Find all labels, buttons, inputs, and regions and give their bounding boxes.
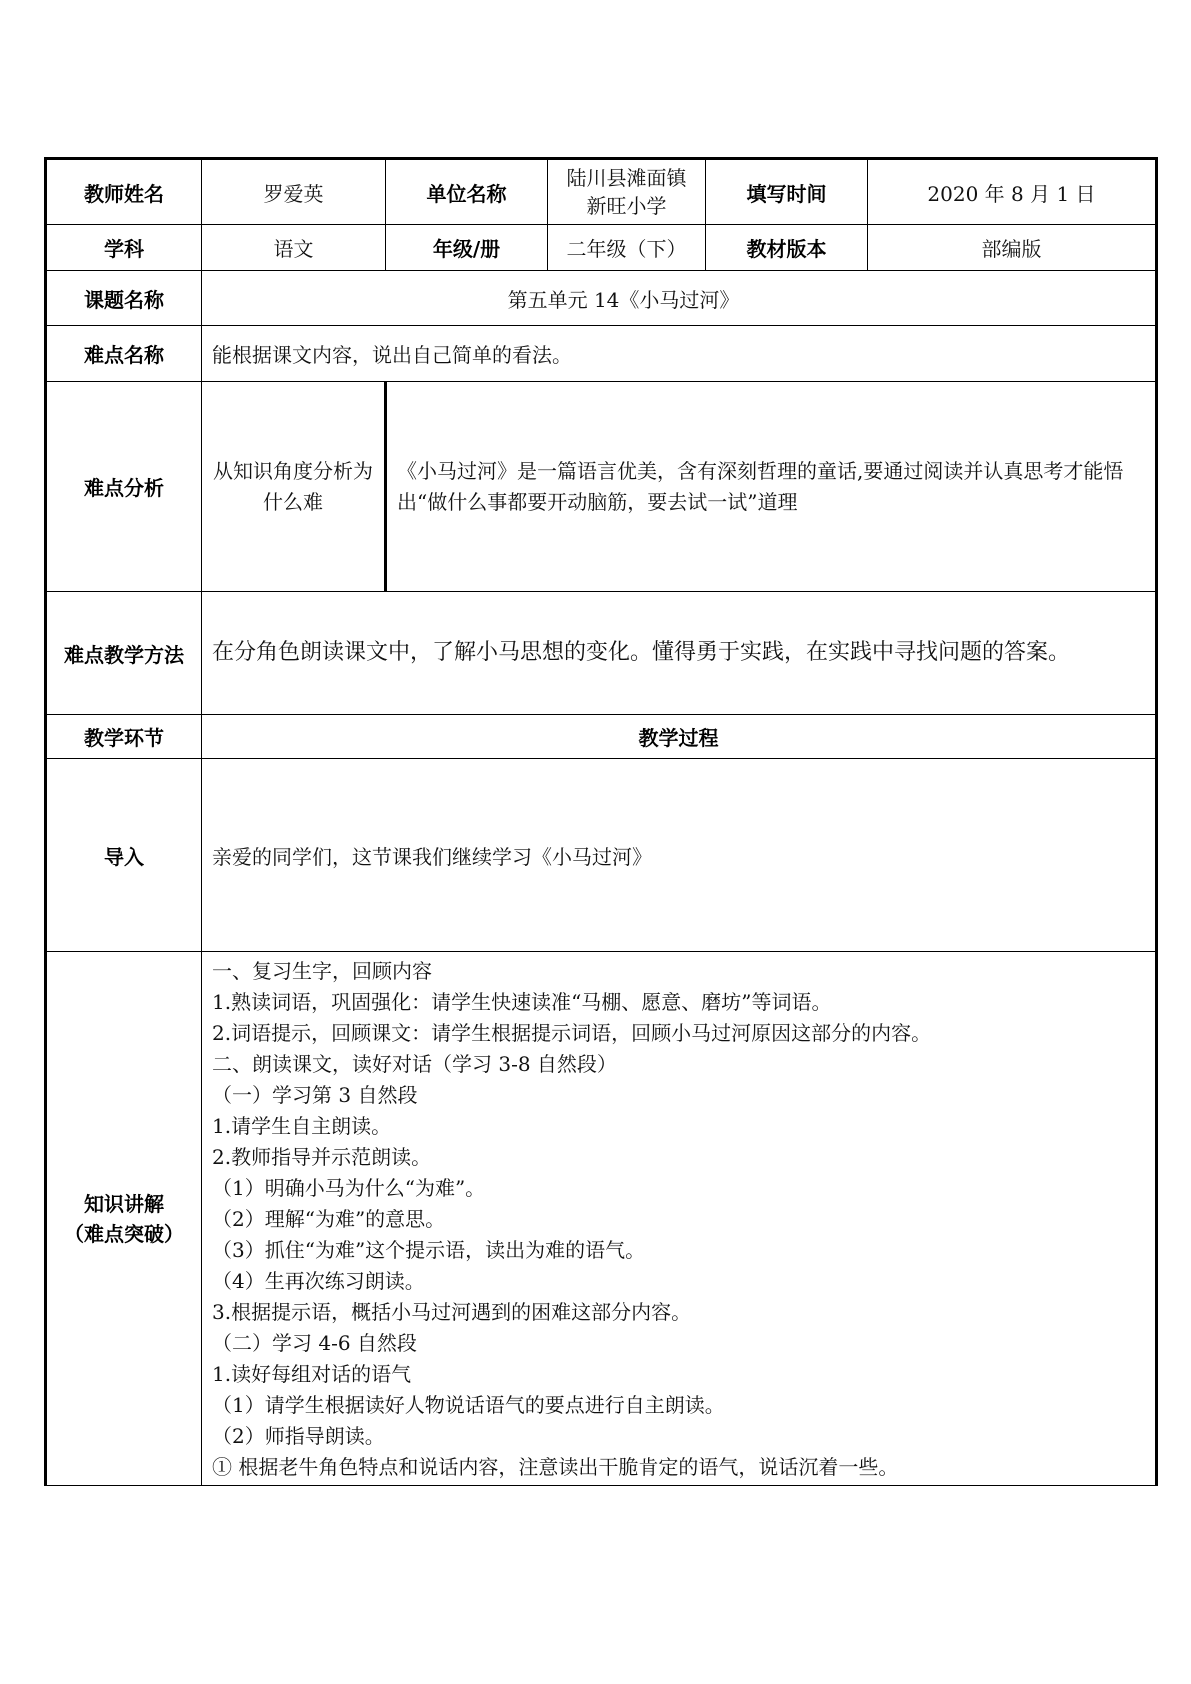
knowledge-row (46, 952, 1157, 1486)
method-label: 难点教学方法 (46, 592, 202, 715)
process-line: （3）抓住“为难”这个提示语，读出为难的语气。 (212, 1238, 646, 1262)
difficulty-value: 能根据课文内容，说出自己简单的看法。 (202, 326, 1157, 382)
date-value: 2020 年 8 月 1 日 (868, 159, 1157, 225)
process-line: 2.词语提示，回顾课文：请学生根据提示词语，回顾小马过河原因这部分的内容。 (212, 1021, 932, 1045)
process-line: ① 根据老牛角色特点和说话内容，注意读出干脆肯定的语气，说话沉着一些。 (212, 1455, 899, 1479)
process-line: 二、朗读课文，读好对话（学习 3-8 自然段） (212, 1052, 617, 1076)
knowledge-process (202, 952, 1157, 1486)
subject-label: 学科 (46, 225, 202, 271)
difficulty-label: 难点名称 (46, 326, 202, 382)
intro-value: 亲爱的同学们，这节课我们继续学习《小马过河》 (202, 759, 1157, 952)
grade-value: 二年级（下） (548, 225, 706, 271)
knowledge-label-line2: （难点突破） (64, 1221, 184, 1246)
intro-row (46, 759, 1157, 952)
process-line: 一、复习生字，回顾内容 (212, 959, 432, 983)
section-header-row (46, 715, 1157, 759)
grade-label: 年级/册 (386, 225, 548, 271)
process-line: （二）学习 4-6 自然段 (212, 1331, 417, 1355)
method-value: 在分角色朗读课文中，了解小马思想的变化。懂得勇于实践，在实践中寻找问题的答案。 (202, 592, 1157, 715)
process-header: 教学过程 (202, 715, 1157, 759)
process-line: （1）请学生根据读好人物说话语气的要点进行自主朗读。 (212, 1393, 725, 1417)
process-line: （2）师指导朗读。 (212, 1424, 385, 1448)
edition-value: 部编版 (868, 225, 1157, 271)
topic-row (46, 271, 1157, 326)
header-row-2 (46, 225, 1157, 271)
process-line: （一）学习第 3 自然段 (212, 1083, 418, 1107)
lesson-plan-table (44, 157, 1158, 1486)
process-line: （4）生再次练习朗读。 (212, 1269, 425, 1293)
analysis-sub-label: 从知识角度分析为什么难 (202, 382, 386, 592)
process-line: 1.请学生自主朗读。 (212, 1114, 392, 1138)
date-label: 填写时间 (706, 159, 868, 225)
knowledge-label-line1: 知识讲解 (84, 1191, 164, 1216)
subject-value: 语文 (202, 225, 386, 271)
topic-label: 课题名称 (46, 271, 202, 326)
analysis-row (46, 382, 1157, 592)
difficulty-row (46, 326, 1157, 382)
process-line: 1.读好每组对话的语气 (212, 1362, 412, 1386)
process-line: 1.熟读词语，巩固强化：请学生快速读准“马棚、愿意、磨坊”等词语。 (212, 990, 832, 1014)
knowledge-label (46, 952, 202, 1486)
analysis-label: 难点分析 (46, 382, 202, 592)
intro-label: 导入 (46, 759, 202, 952)
process-line: 2.教师指导并示范朗读。 (212, 1145, 432, 1169)
process-line: （2）理解“为难”的意思。 (212, 1207, 446, 1231)
process-line: 3.根据提示语，概括小马过河遇到的困难这部分内容。 (212, 1300, 692, 1324)
stage-header: 教学环节 (46, 715, 202, 759)
topic-value: 第五单元 14《小马过河》 (202, 271, 1157, 326)
lesson-plan-page (44, 157, 1155, 1486)
process-line: （1）明确小马为什么“为难”。 (212, 1176, 486, 1200)
edition-label: 教材版本 (706, 225, 868, 271)
analysis-value: 《小马过河》是一篇语言优美，含有深刻哲理的童话,要通过阅读并认真思考才能悟出“做什么事都要开动脑筋，要去试一试”道理 (386, 382, 1157, 592)
teacher-label: 教师姓名 (46, 159, 202, 225)
teacher-value: 罗爱英 (202, 159, 386, 225)
method-row (46, 592, 1157, 715)
unit-label: 单位名称 (386, 159, 548, 225)
unit-value: 陆川县滩面镇新旺小学 (548, 159, 706, 225)
header-row-1 (46, 159, 1157, 225)
